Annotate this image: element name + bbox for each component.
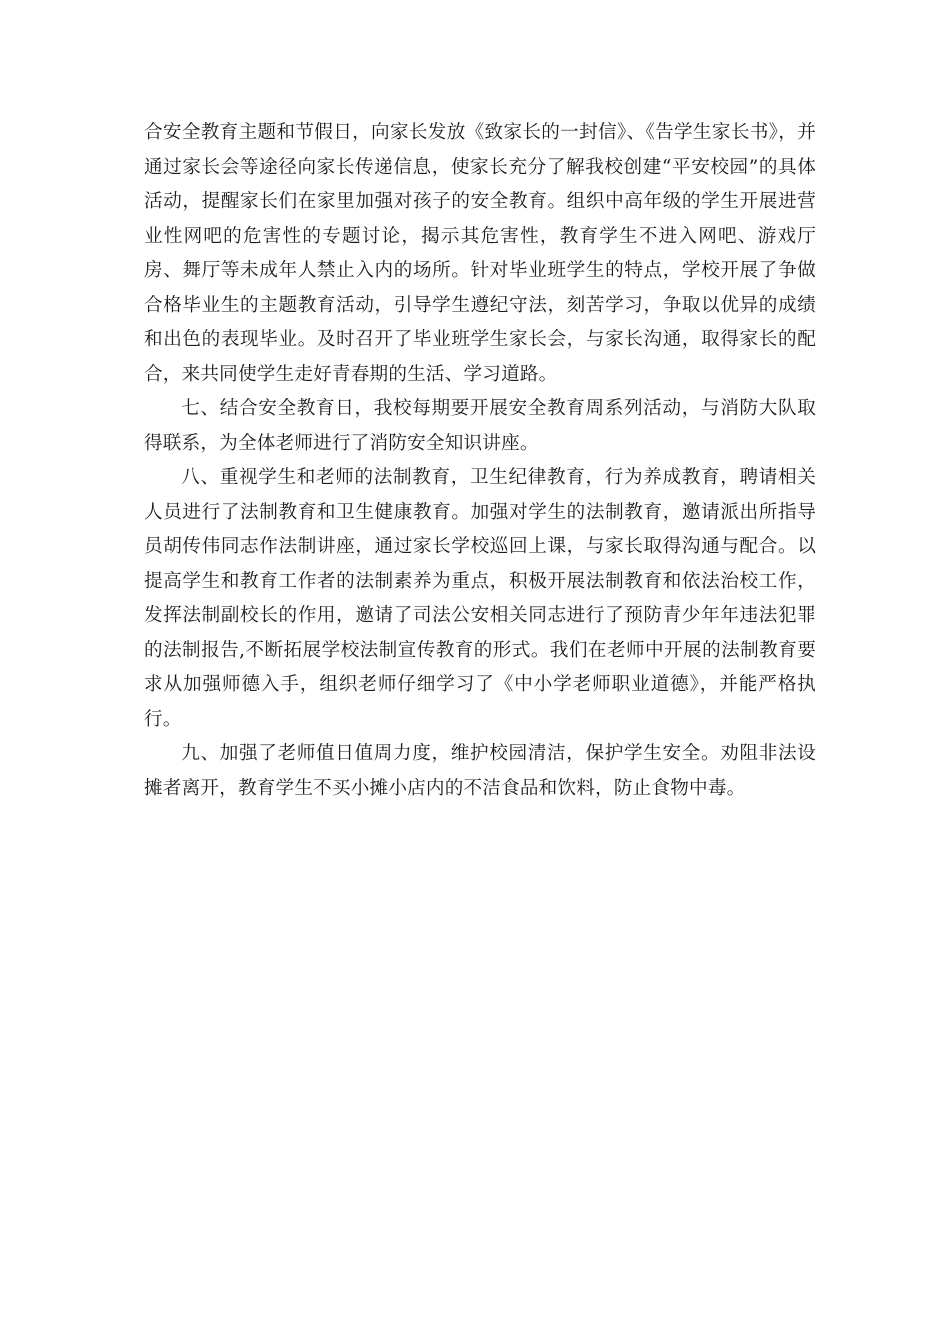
paragraph-continuation: 合安全教育主题和节假日，向家长发放《致家长的一封信》、《告学生家长书》，并通过家长会等途径向家长传递信息，使家长充分了解我校创建“平安校园”的具体活动，提醒家长们在家里加强对孩子的安全教育。组织中高年级的学生开展进营业性网吧的危害性的专题讨论，揭示其危害性，教育学生不进入网吧、游戏厅房、舞厅等未成年人禁止入内的场所。针对毕业班学生的特点，学校开展了争做合格毕业生的主题教育活动，引导学生遵纪守法，刻苦学习，争取以优异的成绩和出色的表现毕业。及时召开了毕业班学生家长会，与家长沟通，取得家长的配合，来共同使学生走好青春期的生活、学习道路。 [144,122,816,385]
paragraph-item-seven: 七、结合安全教育日，我校每期要开展安全教育周系列活动，与消防大队取得联系，为全体老师进行了消防安全知识讲座。 [144,398,816,454]
paragraph-item-eight: 八、重视学生和老师的法制教育，卫生纪律教育，行为养成教育，聘请相关人员进行了法制教育和卫生健康教育。加强对学生的法制教育，邀请派出所指导员胡传伟同志作法制讲座，通过家长学校巡回上课，与家长取得沟通与配合。以提高学生和教育工作者的法制素养为重点，积极开展法制教育和依法治校工作，发挥法制副校长的作用，邀请了司法公安相关同志进行了预防青少年年违法犯罪的法制报告,不断拓展学校法制宣传教育的形式。我们在老师中开展的法制教育要求从加强师德入手，组织老师仔细学习了《中小学老师职业道德》，并能严格执行。 [144,467,816,730]
paragraph-item-nine: 九、加强了老师值日值周力度，维护校园清洁，保护学生安全。劝阻非法设摊者离开，教育学生不买小摊小店内的不洁食品和饮料，防止食物中毒。 [144,743,816,799]
document-body [144,116,816,806]
